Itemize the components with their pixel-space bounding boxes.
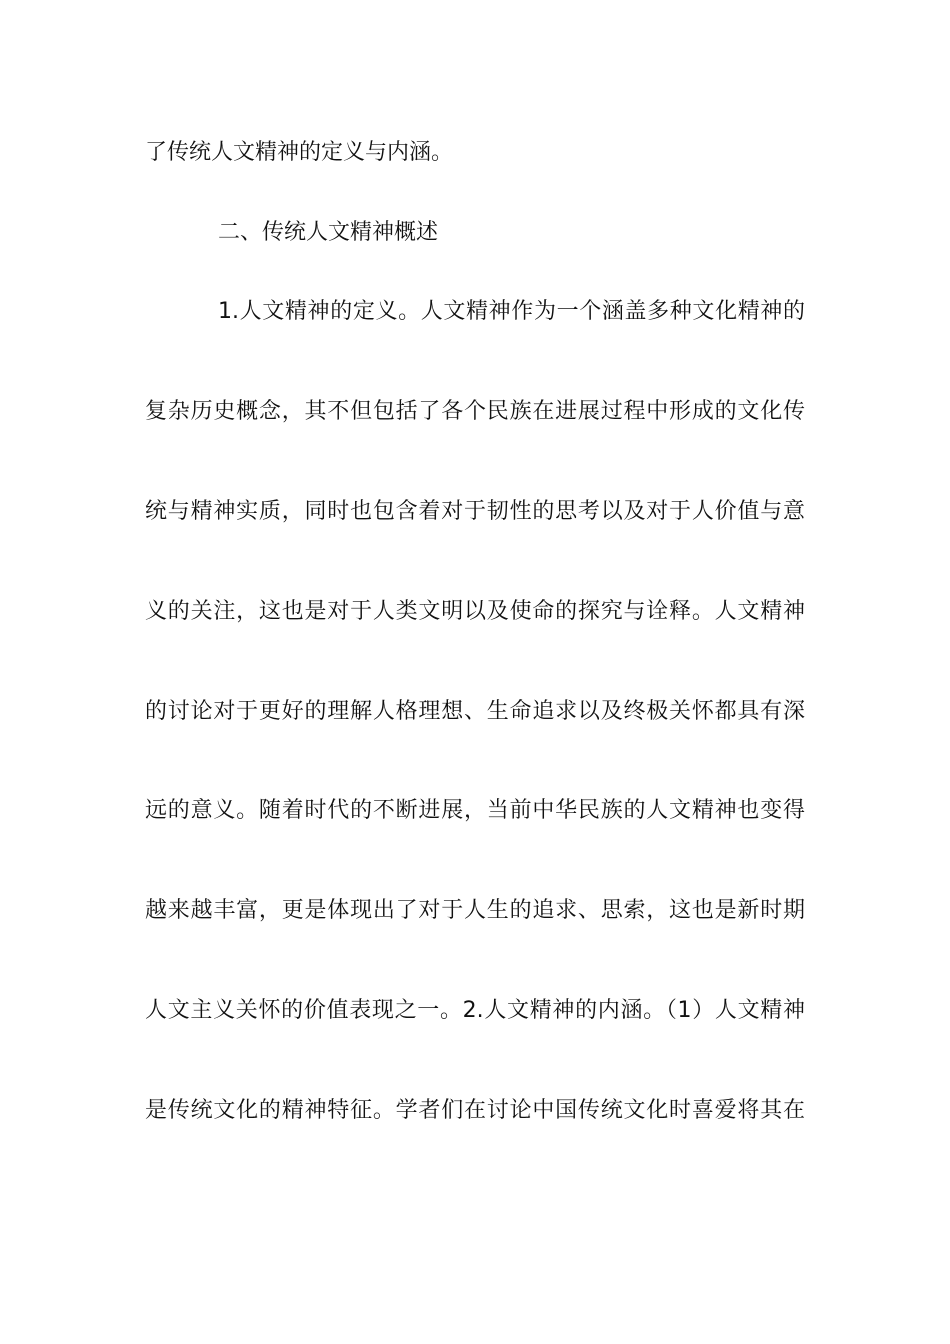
section-heading: 二、传统人文精神概述 (218, 220, 439, 245)
paragraph-line: 复杂历史概念，其不但包括了各个民族在进展过程中形成的文化传 (145, 399, 805, 424)
paragraph-line-continuation: 了传统人文精神的定义与内涵。 (145, 140, 454, 165)
paragraph-line: 远的意义。随着时代的不断进展，当前中华民族的人文精神也变得 (145, 798, 805, 823)
paragraph-line: 是传统文化的精神特征。学者们在讨论中国传统文化时喜爱将其在 (145, 1098, 805, 1123)
paragraph-line: 的讨论对于更好的理解人格理想、生命追求以及终极关怀都具有深 (145, 699, 805, 724)
paragraph-line: 人文主义关怀的价值表现之一。2.人文精神的内涵。（1）人文精神 (145, 998, 805, 1023)
paragraph-line: 1.人文精神的定义。人文精神作为一个涵盖多种文化精神的 (218, 299, 805, 324)
paragraph-line: 义的关注，这也是对于人类文明以及使命的探究与诠释。人文精神 (145, 599, 805, 624)
paragraph-line: 越来越丰富，更是体现出了对于人生的追求、思索，这也是新时期 (145, 898, 805, 923)
paragraph-line: 统与精神实质，同时也包含着对于韧性的思考以及对于人价值与意 (145, 499, 805, 524)
